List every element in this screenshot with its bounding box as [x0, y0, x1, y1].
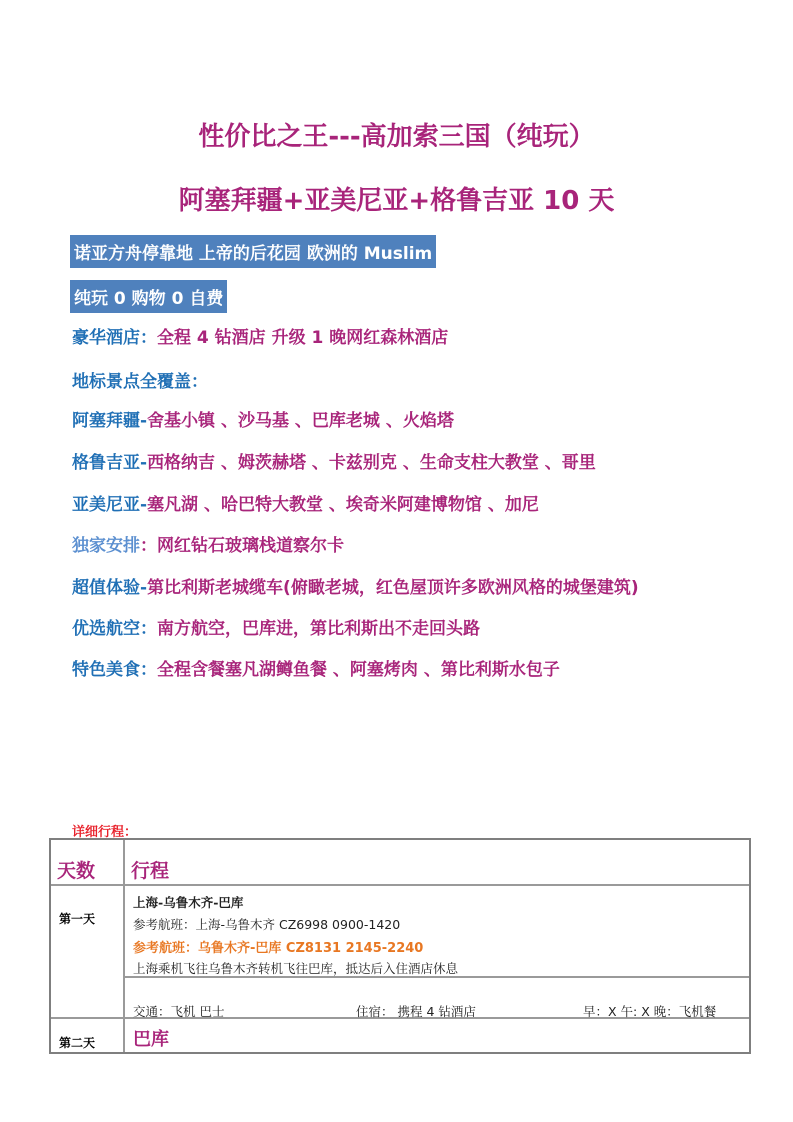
- meals-info: 早：X 午: X 晚：飞机餐: [583, 1004, 717, 1019]
- feature-food: [72, 655, 560, 680]
- feature-label: 豪华酒店：: [72, 328, 157, 348]
- day-label: 第二天: [59, 1036, 96, 1050]
- flight-info-highlight: 参考航班：乌鲁木齐-巴库 CZ8131 2145-2240: [133, 941, 424, 956]
- feature-airline: [72, 614, 480, 639]
- feature-label: 优选航空：: [72, 619, 157, 639]
- feature-text: 南方航空，巴库进，第比利斯出不走回头路: [157, 619, 480, 639]
- feature-text: 西格纳吉 、姆茨赫塔 、卡兹别克 、生命支柱大教堂 、哥里: [147, 453, 596, 473]
- flight-info: 参考航班：上海-乌鲁木齐 CZ6998 0900-1420: [133, 917, 401, 932]
- column-header-day: 天数: [57, 860, 96, 882]
- feature-label: 地标景点全覆盖：: [72, 372, 208, 392]
- feature-label: 超值体验-: [72, 578, 148, 598]
- feature-exclusive: [72, 531, 344, 556]
- feature-label: 阿塞拜疆-: [72, 411, 148, 431]
- feature-azerbaijan: [72, 406, 454, 431]
- table-divider: [51, 884, 749, 886]
- highlight-banner-2: 纯玩 0 购物 0 自费: [70, 280, 227, 313]
- feature-hotel: [72, 323, 448, 348]
- feature-label: 亚美尼亚-: [72, 495, 148, 515]
- feature-label: 格鲁吉亚-: [72, 453, 148, 473]
- feature-georgia: [72, 448, 596, 473]
- itinerary-table: [49, 838, 751, 1054]
- highlight-banner-1: 诺亚方舟停靠地 上帝的后花园 欧洲的 Muslim: [70, 235, 436, 268]
- feature-landmarks: [72, 367, 208, 392]
- feature-text: ：网红钻石玻璃栈道察尔卡: [140, 536, 344, 556]
- feature-text: 全程含餐塞凡湖鳟鱼餐 、阿塞烤肉 、第比利斯水包子: [157, 660, 560, 680]
- table-divider: [123, 840, 125, 1052]
- feature-armenia: [72, 490, 539, 515]
- column-header-route: 行程: [131, 860, 170, 882]
- feature-label: 独家安排: [72, 536, 140, 556]
- page-subtitle: 阿塞拜疆+亚美尼亚+格鲁吉亚 10 天: [178, 186, 615, 216]
- feature-text: 塞凡湖 、哈巴特大教堂 、埃奇米阿建博物馆 、加尼: [147, 495, 539, 515]
- day-route: 上海-乌鲁木齐-巴库: [133, 895, 244, 910]
- itinerary-section-title: 详细行程：: [72, 825, 138, 840]
- page-title: 性价比之王---高加索三国（纯玩）: [198, 122, 595, 152]
- accommodation-info: 住宿： 携程 4 钻酒店: [356, 1004, 476, 1019]
- feature-text: 舍基小镇 、沙马基 、巴库老城 、火焰塔: [147, 411, 454, 431]
- feature-text: 第比利斯老城缆车(俯瞰老城，红色屋顶许多欧洲风格的城堡建筑): [147, 578, 639, 598]
- feature-label: 特色美食：: [72, 660, 157, 680]
- day-description: 上海乘机飞往乌鲁木齐转机飞往巴库，抵达后入住酒店休息: [133, 961, 459, 976]
- feature-text: 全程 4 钻酒店 升级 1 晚网红森林酒店: [157, 328, 449, 348]
- day-label: 第一天: [59, 912, 96, 926]
- transport-info: 交通：飞机 巴士: [133, 1004, 225, 1019]
- day-route: 巴库: [133, 1029, 169, 1050]
- feature-experience: [72, 573, 639, 598]
